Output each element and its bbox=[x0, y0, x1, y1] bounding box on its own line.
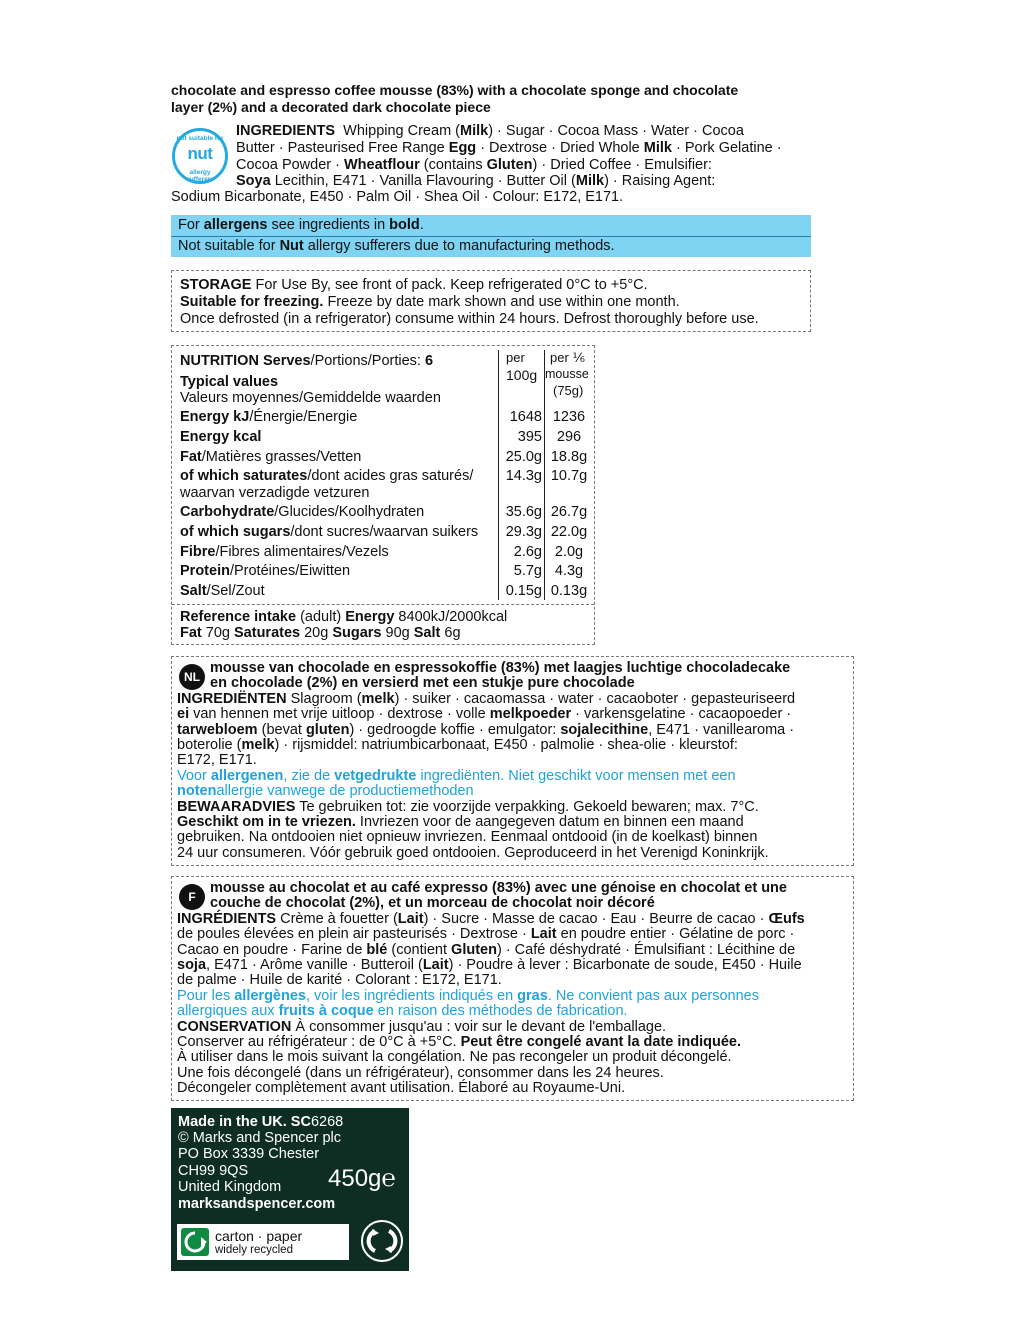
footer-website: marksandspencer.com bbox=[178, 1196, 336, 1212]
reference-divider bbox=[172, 604, 594, 605]
french-line: de palme · Huile de karité · Colorant : E172, E171. bbox=[177, 972, 502, 989]
recycle-main-text: carton · paper bbox=[215, 1228, 303, 1244]
recycle-label bbox=[177, 1224, 349, 1260]
allergen-divider bbox=[171, 236, 811, 237]
nutrition-value-per-100g: 5.7g bbox=[513, 563, 542, 579]
ingredients-en-line: Sodium Bicarbonate, E450 · Palm Oil · Shea Oil · Colour: E172, E171. bbox=[171, 189, 624, 205]
dutch-line: INGREDIËNTEN Slagroom (melk) · suiker · cacaomassa · water · cacaoboter · gepasteuriseerd bbox=[177, 690, 796, 707]
french-line: Pour les allergènes, voir les ingrédients indiqués en gras. Ne convient pas aux personnes bbox=[177, 987, 759, 1004]
dutch-line: ei van hennen met vrije uitloop · dextrose · volle melkpoeder · varkensgelatine · cacaopoeder · bbox=[177, 706, 792, 723]
french-line: À utiliser dans le mois suivant la congélation. Ne pas recongeler un produit décongelé. bbox=[177, 1049, 732, 1066]
nutrition-row-label: of which saturates/dont acides gras saturés/ bbox=[180, 468, 474, 484]
ingredients-en-line: Soya Lecithin, E471 · Vanilla Flavouring · Butter Oil (Milk) · Raising Agent: bbox=[236, 173, 716, 189]
typical-values-sub: Valeurs moyennes/Gemiddelde waarden bbox=[180, 390, 441, 406]
dutch-line: E172, E171. bbox=[177, 752, 257, 769]
nutrition-value-per-serving: 22.0g bbox=[550, 524, 588, 540]
nutrition-heading: NUTRITION Serves/Portions/Porties: 6 bbox=[180, 353, 434, 369]
recycle-arrow-icon bbox=[181, 1228, 209, 1256]
french-line: Une fois décongelé (dans un réfrigérateur), consommer dans les 24 heures. bbox=[177, 1064, 664, 1081]
nutrition-row-label: of which sugars/dont sucres/waarvan suikers bbox=[180, 524, 479, 540]
dutch-line: mousse van chocolade en espressokoffie (83%) met laagjes luchtige chocoladecake bbox=[210, 660, 791, 676]
allergen-line-bold-info: For allergens see ingredients in bold. bbox=[178, 217, 424, 233]
nutrition-value-per-100g: 2.6g bbox=[513, 544, 542, 560]
col-per-100-head: 100g bbox=[506, 367, 538, 383]
french-line: allergiques aux fruits à coque en raison des méthodes de fabrication. bbox=[177, 1003, 628, 1020]
ingredients-en bbox=[171, 123, 831, 207]
storage-line: Once defrosted (in a refrigerator) consume within 24 hours. Defrost thoroughly before use. bbox=[180, 311, 759, 327]
col-per-serving-head: mousse bbox=[545, 367, 589, 381]
french-line: Cacao en poudre · Farine de blé (contient Gluten) · Café déshydraté · Émulsifiant : Lécithine de bbox=[177, 941, 796, 958]
storage-line: STORAGE For Use By, see front of pack. Keep refrigerated 0°C to +5°C. bbox=[180, 277, 648, 293]
badge-top-text: not suitable for bbox=[176, 135, 224, 142]
nutrition-value-per-serving: 0.13g bbox=[550, 583, 588, 599]
french-line: mousse au chocolat et au café expresso (83%) avec une génoise en chocolat et une bbox=[210, 880, 787, 896]
nutrition-row-label: Fat/Matières grasses/Vetten bbox=[180, 449, 362, 465]
manufacturer-footer bbox=[171, 1108, 409, 1271]
nutrition-value-per-serving: 2.0g bbox=[554, 544, 584, 560]
column-divider bbox=[498, 350, 499, 600]
badge-bottom-text: allergy sufferers bbox=[186, 169, 214, 183]
nutrition-value-per-100g: 14.3g bbox=[505, 468, 542, 484]
reference-intake-line: Fat 70g Saturates 20g Sugars 90g Salt 6g bbox=[180, 625, 461, 641]
nutrition-value-per-100g: 395 bbox=[517, 429, 542, 445]
nutrition-value-per-serving: 18.8g bbox=[550, 449, 588, 465]
badge-nut-word: nut bbox=[187, 144, 213, 163]
nutrition-row-label: Protein/Protéines/Eiwitten bbox=[180, 563, 351, 579]
nutrition-row-label: Fibre/Fibres alimentaires/Vezels bbox=[180, 544, 389, 560]
french-line: Décongeler complètement avant utilisation. Élaboré au Royaume-Uni. bbox=[177, 1080, 626, 1097]
ingredients-en-line: Butter · Pasteurised Free Range Egg · Dextrose · Dried Whole Milk · Pork Gelatine · bbox=[236, 140, 782, 156]
nutrition-value-per-serving: 26.7g bbox=[550, 504, 588, 520]
nutrition-row-label: Energy kJ/Énergie/Energie bbox=[180, 409, 358, 425]
green-dot-icon bbox=[361, 1220, 403, 1262]
french-section bbox=[171, 876, 854, 1101]
reference-intake-line: Reference intake (adult) Energy 8400kJ/2000kcal bbox=[180, 609, 508, 625]
dutch-line: tarwebloem (bevat gluten) · gedroogde koffie · emulgator: sojalecithine, E471 · vanillearoma · bbox=[177, 721, 795, 738]
footer-line: CH99 9QS bbox=[178, 1163, 249, 1179]
ingredients-en-line-0: INGREDIENTS Whipping Cream (Milk) · Sugar · Cocoa Mass · Water · Cocoa bbox=[236, 123, 744, 139]
allergen-line-nut-warning: Not suitable for Nut allergy sufferers due to manufacturing methods. bbox=[178, 238, 615, 254]
product-title-line: chocolate and espresso coffee mousse (83%) with a chocolate sponge and chocolate bbox=[171, 82, 739, 98]
storage-box bbox=[171, 270, 811, 332]
french-line: de poules élevées en plein air pasteurisés · Dextrose · Lait en poudre entier · Gélatine de porc · bbox=[177, 926, 795, 943]
storage-line: Suitable for freezing. Freeze by date mark shown and use within one month. bbox=[180, 294, 680, 310]
recycle-sub-text: widely recycled bbox=[215, 1244, 293, 1256]
footer-line: Made in the UK. SC6268 bbox=[178, 1114, 344, 1130]
french-line: INGRÉDIENTS Crème à fouetter (Lait) · Sucre · Masse de cacao · Eau · Beurre de cacao · Œufs bbox=[177, 910, 805, 927]
product-title bbox=[171, 82, 831, 116]
col-per-serving-head: per ⅙ bbox=[550, 350, 586, 365]
nutrition-row-label: Carbohydrate/Glucides/Koolhydraten bbox=[180, 504, 425, 520]
dutch-line: boterolie (melk) · rijsmiddel: natriumbicarbonaat, E450 · palmolie · shea-olie · kleurstof: bbox=[177, 737, 738, 753]
nutrition-value-per-serving: 10.7g bbox=[550, 468, 588, 484]
nutrition-value-per-100g: 0.15g bbox=[505, 583, 542, 599]
dutch-line: en chocolade (2%) en versierd met een stukje pure chocolade bbox=[210, 675, 635, 692]
french-line: couche de chocolat (2%), et un morceau de chocolat noir décoré bbox=[210, 895, 655, 912]
nl-badge: NL bbox=[179, 664, 205, 690]
footer-line: United Kingdom bbox=[178, 1179, 282, 1195]
product-title-line: layer (2%) and a decorated dark chocolate piece bbox=[171, 99, 491, 115]
ingredients-en-line: Cocoa Powder · Wheatflour (contains Gluten) · Dried Coffee · Emulsifier: bbox=[236, 157, 712, 173]
nutrition-row-label-continued: waarvan verzadigde vetzuren bbox=[180, 485, 370, 501]
nutrition-value-per-100g: 35.6g bbox=[505, 504, 542, 520]
dutch-line: Geschikt om in te vriezen. Invriezen voor de aangegeven datum en binnen een maand bbox=[177, 814, 744, 830]
nutrition-value-per-serving: 4.3g bbox=[554, 563, 584, 579]
nutrition-value-per-serving: 1236 bbox=[552, 409, 586, 425]
dutch-line: gebruiken. Na ontdooien niet opnieuw invriezen. Eenmaal ontdooid (in de koelkast) binnen bbox=[177, 829, 758, 846]
nutrition-value-per-100g: 25.0g bbox=[505, 449, 542, 465]
nutrition-value-per-100g: 1648 bbox=[509, 409, 542, 425]
nutrition-row-label: Energy kcal bbox=[180, 429, 262, 445]
column-divider bbox=[544, 350, 545, 600]
dutch-section bbox=[171, 656, 854, 866]
col-per-100-head: per bbox=[506, 350, 525, 365]
nutrition-row-label: Salt/Sel/Zout bbox=[180, 583, 265, 599]
dutch-line: Voor allergenen, zie de vetgedrukte ingrediënten. Niet geschikt voor mensen met een bbox=[177, 767, 736, 784]
dutch-line: notenallergie vanwege de productiemethoden bbox=[177, 783, 474, 800]
nutrition-value-per-serving: 296 bbox=[556, 429, 582, 445]
french-line: Conserver au réfrigérateur : de 0°C à +5°C. Peut être congelé avant la date indiquée. bbox=[177, 1034, 742, 1050]
footer-line: PO Box 3339 Chester bbox=[178, 1146, 320, 1162]
nutrition-value-per-100g: 29.3g bbox=[505, 524, 542, 540]
nutrition-table bbox=[171, 345, 595, 645]
typical-values-label: Typical values bbox=[180, 374, 279, 390]
french-line: soja, E471 · Arôme vanille · Butteroil (Lait) · Poudre à lever : Bicarbonate de soude, E450 · Huile bbox=[177, 957, 802, 973]
dutch-line: 24 uur consumeren. Vóór gebruik goed ontdooien. Geproduceerd in het Verenigd Koninkrijk. bbox=[177, 844, 769, 861]
dutch-line: BEWAARADVIES Te gebruiken tot: zie voorzijde verpakking. Gekoeld bewaren; max. 7°C. bbox=[177, 798, 759, 815]
fr-badge: F bbox=[179, 884, 205, 910]
net-weight: 450g℮ bbox=[328, 1165, 396, 1192]
col-per-serving-head: (75g) bbox=[553, 383, 584, 398]
french-line: CONSERVATION À consommer jusqu'au : voir sur le devant de l'emballage. bbox=[177, 1018, 667, 1035]
footer-line: © Marks and Spencer plc bbox=[178, 1130, 342, 1146]
